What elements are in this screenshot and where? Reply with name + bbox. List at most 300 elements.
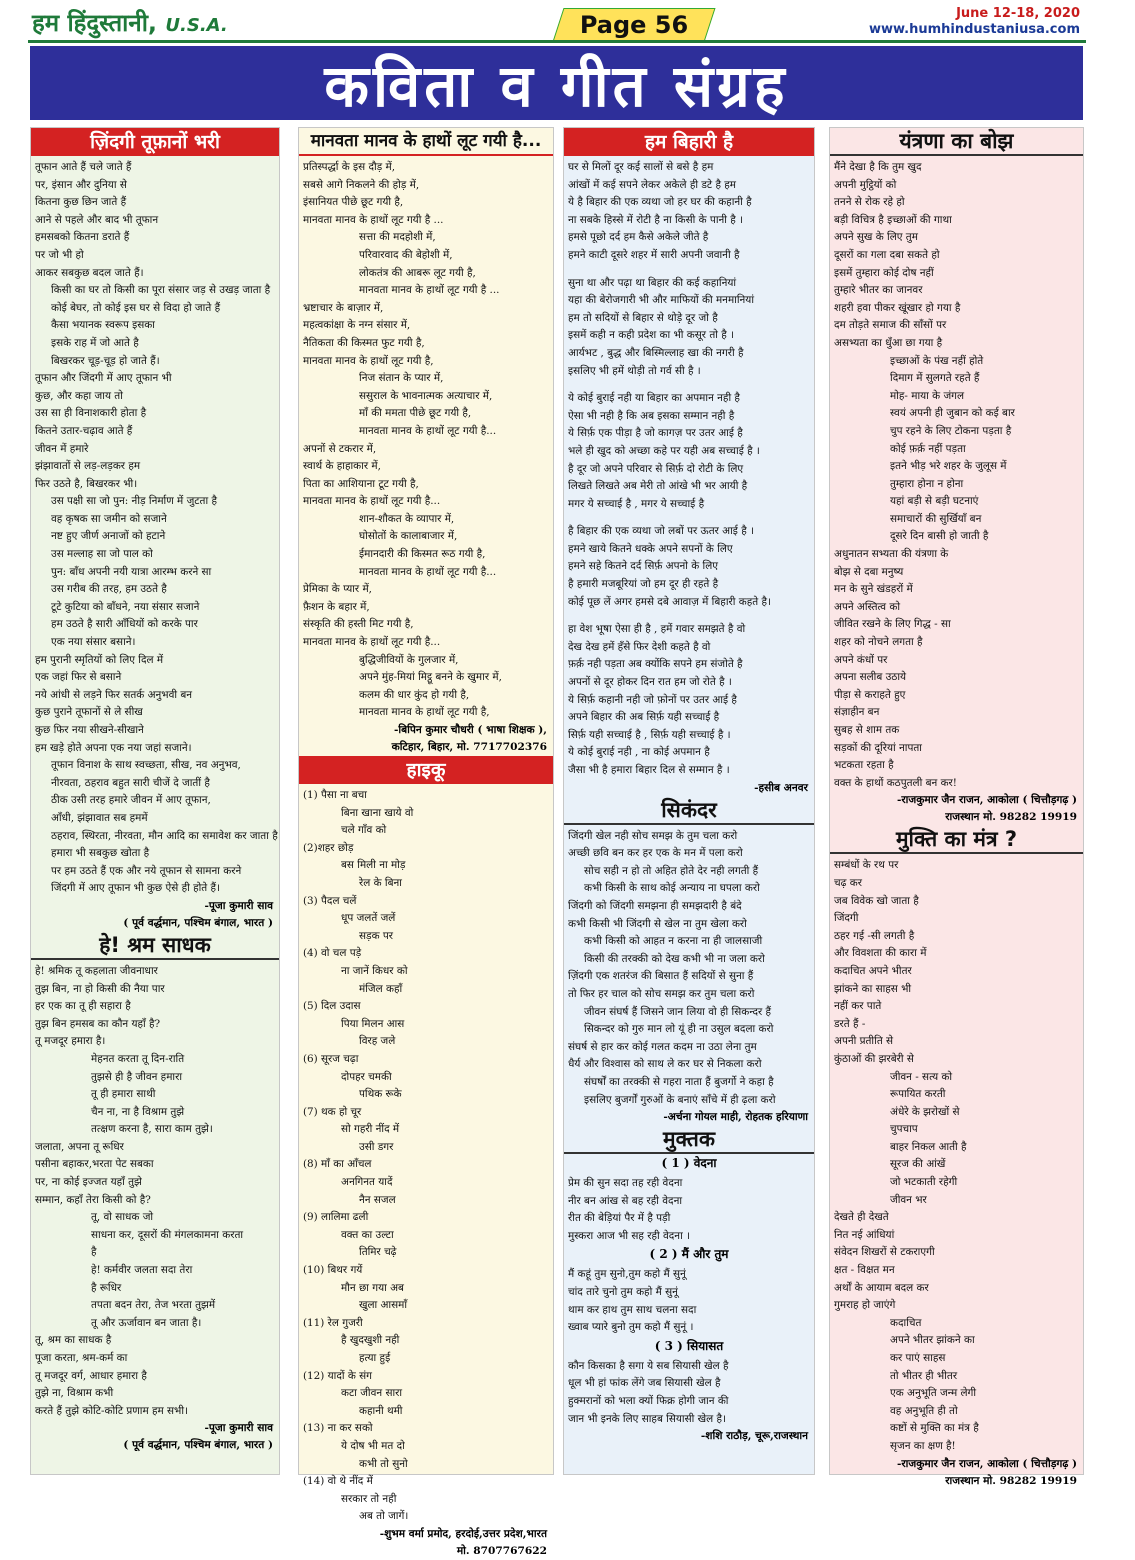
poem-line: अनगिनत यादें (341, 1176, 393, 1189)
poem-line: (12) यादों के संग (303, 1369, 373, 1382)
poem-line: पिया मिलन आस (341, 1017, 405, 1030)
poem-line: सत्ता की मदहोशी में, (359, 231, 436, 244)
poem-line: चुप रहने के लिए टोकना पड़ता है (890, 424, 1012, 437)
poem-line: किसी की तरक्की को देख कभी भी ना जला करो (584, 952, 765, 965)
poem-line: ख्वाब प्यारे बुनो तुम कहो मैं सुनूं । (568, 1321, 694, 1334)
poem-line: मन के सुने खंडहरों में (834, 583, 913, 596)
poem-line: जीवित रखने के लिए गिद्ध - सा (834, 618, 951, 631)
poem-line: पर, ना कोई इज्जत यहाँ तुझे (35, 1176, 142, 1189)
poem-line: सरकार तो नही (341, 1492, 397, 1505)
column-1 (30, 127, 280, 1475)
poem-line: समाचारों की सुर्खियाँ बन (890, 512, 982, 525)
poem-author: -शुभम वर्मा प्रमोद, हरदोई,उत्तर प्रदेश,भारत (379, 1527, 547, 1540)
poem-line: सम्मान, कहाँ तेरा किसी को है? (35, 1193, 151, 1206)
poem-line: धूप जलतें जलें (341, 912, 396, 925)
poem-place: ( पूर्व वर्द्धमान, पश्चिम बंगाल, भारत ) (123, 1439, 273, 1452)
poem-line: मंजिल कहाँ (359, 982, 403, 995)
banner-title: कविता व गीत संग्रह (324, 51, 789, 120)
poem-line: फ़ैशन के बहार में, (303, 600, 370, 613)
poem-line: सड़क पर (359, 929, 394, 942)
muktak-body (564, 1355, 814, 1428)
poem-line: सूरज की आंखें (890, 1158, 946, 1171)
poem-author: -अर्चना गोयल माही, रोहतक हरियाणा (663, 1111, 808, 1124)
poem-line: तुम्हारे भीतर का जानवर (834, 284, 923, 297)
poem-line: (8) माँ का आँचल (303, 1158, 372, 1171)
poem-title: सिकंदर (564, 797, 814, 825)
poem-title: मुक्तक (564, 1126, 814, 1154)
poem-line: अपने मुंह-मियां मिट्ठू बनने के खुमार में, (359, 671, 502, 684)
poem-line: तू मजदूर हमारा है। (35, 1035, 106, 1048)
poem-line: टूटे कुटिया को बाँधने, नया संसार सजाने (51, 600, 200, 613)
poem-line: कितना कुछ छिन जाते हैं (35, 196, 127, 209)
poem-line: आने से पहले और बाद भी तूफान (35, 213, 159, 226)
poem-line: तपता बदन तेरा, तेज भरता तुझमें (91, 1299, 216, 1312)
poem-line: हे! श्रमिक तू कहलाता जीवनाधार (35, 964, 158, 977)
poem-line: दूसरे दिन बासी हो जाती है (890, 530, 989, 543)
poem-line: तूफान आते हैं चले जाते हैं (35, 161, 132, 173)
muktak-body (564, 1263, 814, 1336)
poem-line: कलम की धार कुंद हो गयी है, (359, 688, 470, 701)
poem-line: अधुनातन सभ्यता की यंत्रणा के (834, 548, 949, 561)
poem-line: इतने भीड़ भरे शहर के जुलूस में (890, 460, 1007, 473)
poem-line: शहर को नोचने लगता है (834, 636, 923, 649)
page-number: Page 56 (579, 11, 689, 39)
poem-line: है हमारी मजबूरियां जो हम दूर ही रहते है (568, 578, 719, 591)
poem-line: संघर्षों का तरक्की से गहरा नाता हैं बुजर्गो ने कहा है (584, 1075, 774, 1088)
poem-title: मुक्ति का मंत्र ? (830, 826, 1083, 854)
poem-line: कभी किसी के साथ कोई अन्याय ना घपला करो (584, 882, 760, 895)
poem-line: भले ही खुद को अच्छा कहे पर यही अब सच्चाई है । (568, 444, 760, 457)
poem-line: आकर सबकुछ बदल जाते हैं। (35, 266, 144, 279)
poem-body (31, 156, 279, 898)
poem-author: -राजकुमार जैन राजन, आकोला ( चित्तौड़गढ़ ) (896, 794, 1077, 807)
poem-line: हमसे पूछो दर्द हम कैसे अकेले जीते है (568, 231, 709, 244)
poem-body (31, 960, 279, 1420)
muktak-subtitle: ( 3 ) सियासत (654, 1338, 724, 1353)
poem-line: हम पुरानी स्मृतियों को लिए दिल में (35, 653, 164, 666)
poem-line: मानवता मानव के हाथों लूट गयी है... (303, 495, 441, 508)
poem-line: सुना था और पढ़ा था बिहार की कई कहानियां (568, 276, 737, 289)
poem-line (568, 380, 810, 390)
poem-line: संस्कृति की हस्ती मिट गयी है, (303, 618, 414, 631)
poem-line: चांद तारे चुनो तुम कहो मैं सुनूं (568, 1286, 678, 1299)
poem-line: (14) वो थे नींद में (303, 1475, 373, 1488)
poem-line: करते हैं तुझे कोटि-कोटि प्रणाम हम सभी। (35, 1404, 188, 1417)
poem-line: भ्रष्टाचार के बाज़ार में, (303, 301, 384, 314)
poem-title: ज़िंदगी तूफ़ानों भरी (31, 128, 279, 156)
poem-place: मो. 8707767622 (456, 1544, 547, 1557)
poem-line: कुछ, और कहा जाय तो (35, 389, 123, 402)
haiku-list (299, 784, 553, 1526)
poem-line: जीवन - सत्य को (890, 1070, 953, 1083)
poem-body (564, 156, 814, 780)
poem-line: हमने काटी दूसरे शहर में सारी अपनी जवानी है (568, 248, 740, 261)
poem-line: पथिक रूके (359, 1088, 402, 1101)
poem-author: -पूजा कुमारी साव (204, 899, 273, 912)
poem-line: सबसे आगे निकलने की होड़ में, (303, 178, 420, 191)
masthead (28, 6, 1086, 40)
poem-line: फ़र्क़ नही पड़ता अब क्योंकि सपने हम संजोते है (568, 658, 743, 671)
poem-line: रेल के बिना (359, 876, 402, 889)
poem-line: बिना खाना खाये वो (341, 806, 414, 819)
poem-line: (9) लालिमा ढली (303, 1211, 369, 1224)
poem-line: उस मल्लाह सा जो पाल को (51, 548, 153, 561)
poem-line: है रूधिर (91, 1281, 122, 1294)
poem-line: हम खड़े होते अपना एक नया जहां सजाने। (35, 741, 192, 754)
poem-line: ठहराव, स्थिरता, नीरवता, मौन आदि का समावेश कर जाता है (51, 829, 278, 842)
poem-line: जलाता, अपना तू रूधिर (35, 1140, 124, 1153)
poem-line: हुक्मरानों को भला क्यों फिक्र होगी जान की (568, 1395, 729, 1408)
poem-line: नैतिकता की किस्मत फुट गयी है, (303, 336, 425, 349)
poem-line: दोपहर चमकी (341, 1070, 392, 1083)
poem-line: (1) पैसा ना बचा (303, 789, 367, 801)
column-4 (829, 127, 1084, 1487)
poem-line: हे! कर्मवीर जलता सदा तेरा (91, 1264, 193, 1277)
poem-line: (10) बिथर गयें (303, 1264, 363, 1277)
poem-line: मानवता मानव के हाथों लूट गयी है... (359, 424, 497, 437)
poem-place: कटिहार, बिहार, मो. 7717702376 (391, 741, 547, 753)
poem-line: नष्ट हुए जीर्ण अनाजों को हटाने (51, 530, 166, 543)
poem-place: ( पूर्व वर्द्धमान, पश्चिम बंगाल, भारत ) (123, 916, 273, 929)
poem-line: अपनों से दूर होकर दिन रात हम जो रोते है । (568, 676, 732, 689)
poem-line: कदाचित अपने भीतर (834, 964, 912, 977)
poem-line: (5) दिल उदास (303, 1000, 361, 1013)
poem-line: तू मजदूर वर्ग, आधार हमारा है (35, 1369, 147, 1382)
poem-line: जीवन में हमारे (35, 442, 89, 455)
poem-line: अपनी प्रतीति से (834, 1035, 894, 1048)
poem-line: तुझसे ही है जीवन हमारा (91, 1070, 183, 1083)
poem-line: ये सिर्फ़ कहानी नही जो फ़ोनों पर उतर आई है (568, 693, 737, 706)
poem-line: नित नई आंधियां (834, 1228, 895, 1241)
poem-line: किसी का घर तो किसी का पूरा संसार जड़ से उखड़ जाता है (51, 284, 271, 297)
poem-line: प्रेमिका के प्यार में, (303, 583, 372, 596)
page-number-badge (552, 8, 715, 42)
poem-line: एक नया संसार बसाने। (51, 636, 136, 649)
poem-line: हर एक का तू ही सहारा है (35, 1000, 131, 1013)
poem-line: हमसबको कितना डराते हैं (35, 231, 130, 244)
poem-line: यहा की बेरोजगारी भी और माफियों की मनमानियां (568, 294, 755, 307)
poem-line: चुपचाप (890, 1123, 918, 1136)
poem-line: अर्थों के आयाम बदल कर (834, 1281, 929, 1294)
poem-line: धैर्य और विश्वास को साथ ले कर घर से निकला करो (568, 1058, 762, 1071)
poem-line: चढ़ कर (834, 876, 862, 889)
poem-line: पूजा करता, श्रम-कर्म का (35, 1352, 128, 1364)
poem-line: सो गहरी नींद में (341, 1123, 400, 1136)
poem-line: तो फिर हर चाल को सोच समझ कर तुम चला करो (568, 987, 755, 1000)
poem-line: उसी डगर (359, 1140, 394, 1153)
poem-line: ना जानें किधर को (341, 964, 408, 977)
poem-line: बिखरकर चूड़-चूड़ हो जाते हैं। (51, 354, 160, 367)
poem-line: साधना कर, दूसरों की मंगलकामना करता (91, 1228, 244, 1241)
poem-line: आंखों में कई सपने लेकर अकेले ही डटे है हम (568, 178, 737, 191)
poem-line: मैंने देखा है कि तुम खुद (834, 161, 922, 173)
poem-line: जिंदगी को जिंदगी समझना ही समझदारी है बंदे (568, 899, 742, 912)
poem-line: अपना सलीब उठाये (834, 671, 907, 684)
poem-line: मानवता मानव के हाथों लूट गयी है ... (359, 284, 500, 297)
poem-line: (7) थक हो चूर (303, 1105, 362, 1118)
poem-line: ठहर गई -सी लगती है (834, 929, 915, 942)
poem-line: संवेदन शिखरों से टकराएगी (834, 1246, 935, 1259)
poem-line: तुम्हारा होना न होना (890, 477, 964, 490)
poem-line: देख देख हमें हँसे फिर देशी कहते है वो (568, 640, 711, 653)
poem-line: इसमें कही न कही प्रदेश का भी कसूर तो है । (568, 329, 734, 342)
poem-line: पर हम उठते हैं एक और नये तूफान से सामना करने (51, 864, 242, 877)
poem-line: बड़ी विचित्र है इच्छाओं की गाथा (834, 213, 952, 226)
poem-line: मेहनत करता तू दिन-राति (91, 1052, 185, 1065)
poem-line: नहीं कर पाते (834, 1000, 882, 1013)
poem-line: अपने कंधों पर (834, 653, 888, 666)
poem-line: प्रतिस्पर्द्धा के इस दौड़ में, (303, 161, 396, 173)
muktak-body (564, 1172, 814, 1245)
poem-line: बस मिली ना मोड़ (341, 859, 406, 872)
poem-line: सिर्फ़ यही सच्चाई है , सिर्फ़ यही सच्चाई है । (568, 728, 731, 741)
poem-line: तूफान और जिंदगी में आए तूफान भी (35, 372, 172, 385)
poem-line: हत्या हुई (359, 1352, 391, 1364)
poem-line: इंसानियत पीछे छूट गयी है, (303, 196, 404, 209)
poem-line (568, 611, 810, 621)
poem-line: जीवन संघर्ष हैं जिसने जान लिया वो ही सिकन्दर हैं (584, 1005, 772, 1018)
poem-line: है (91, 1246, 97, 1259)
poem-line: संघर्ष से हार कर कोई गलत कदम ना उठा लेना तुम (568, 1040, 757, 1053)
poem-line: कोई पूछ लें अगर हमसे दबे आवाज़ में बिहारी कहते है। (568, 595, 771, 608)
poem-line: हमने खाये कितने धक्के अपने सपनों के लिए (568, 542, 733, 555)
poem-line: इसमें तुम्हारा कोई दोष नहीं (834, 266, 934, 279)
poem-line: सृजन का क्षण है! (890, 1439, 956, 1452)
poem-line: कभी किसी को आहत न करना ना ही जालसाजी (584, 935, 763, 948)
poem-body (299, 156, 553, 722)
website-link[interactable]: www.humhindustaniusa.com (868, 22, 1080, 37)
logo-suffix: U.S.A. (165, 15, 228, 36)
poem-line: दम तोड़ते समाज की साँसों पर (834, 319, 947, 332)
poem-line: फिर उठते है, बिखरकर भी। (35, 477, 138, 490)
poem-place: राजस्थान मो. 98282 19919 (945, 1474, 1077, 1487)
poem-line: इसलिए बुजर्गों गुरुओं के बनाएं साँचे में ही ढ़ला करो (584, 1093, 776, 1106)
poem-line: ये कोई बुराई नही या बिहार का अपमान नही है (568, 392, 740, 405)
poem-line: झंझावातों से लड़-लड़कर हम (35, 460, 141, 473)
poem-line: कष्टों से मुक्ति का मंत्र है (890, 1422, 979, 1435)
column-3 (563, 127, 815, 1475)
poem-line: बाहर निकल आती है (890, 1140, 967, 1153)
poem-line: हमने सहे कितने दर्द सिर्फ़ अपनो के लिए (568, 560, 719, 573)
poem-line: कदाचित (890, 1316, 922, 1329)
poem-line: वह अनुभूति ही तो (890, 1404, 958, 1417)
poem-line: पिता का आशियाना टूट गयी है, (303, 477, 419, 490)
poem-line: तिमिर चढ़े (359, 1246, 397, 1259)
poem-line: (13) ना कर सको (303, 1422, 373, 1435)
poem-line: सुबह से शाम तक (834, 724, 900, 736)
poem-line: कभी तो सुनो (359, 1457, 408, 1470)
poem-line: नये आंधी से लड़ने फिर सतर्क अनुभवी बन (35, 688, 193, 701)
poem-line: पुन: बाँध अपनी नयी यात्रा आरम्भ करने सा (51, 565, 212, 578)
poem-line: हम तो सदियों से बिहार से थोड़े दूर जो है (568, 311, 718, 324)
poem-place: राजस्थान मो. 98282 19919 (945, 811, 1077, 824)
poem-line: है दूर जो अपने परिवार से सिर्फ़ दो रोटी के लिए (568, 462, 744, 475)
poem-line: हा वेश भूषा ऐसा ही है , हमें गवार समझते है वो (568, 623, 746, 636)
poem-line: (11) रेल गुजरी (303, 1316, 363, 1329)
newspaper-logo[interactable] (32, 6, 228, 39)
poem-line: उस गरीब की तरह, हम उठते है (51, 583, 167, 596)
poem-line: खुला आसमाँ (359, 1299, 408, 1312)
poem-line: मगर ये सच्चाई है , मगर ये सच्चाई है (568, 497, 705, 510)
poem-line: (2)शहर छोड़ (303, 841, 354, 854)
poem-line: ना सबके हिस्से में रोटी है ना किसी के पानी है । (568, 213, 744, 226)
poem-line: भटकता रहता है (834, 759, 894, 772)
poem-line: हमारा भी सबकुछ खोता है (51, 847, 150, 860)
poem-line: ज़िंदगी एक शतरंज की बिसात हैं सदियों से सुना हैं (568, 970, 754, 983)
poem-line: पर जो भी हो (35, 248, 84, 261)
poem-line: विरह जले (359, 1035, 396, 1048)
poem-line: कभी किसी भी जिंदगी से खेल ना तुम खेला करो (568, 917, 747, 930)
section-banner (30, 46, 1083, 120)
poem-line: वक्त का उल्टा (341, 1228, 394, 1241)
poem-line: कोई बेघर, तो कोई इस घर से विदा हो जाते हैं (51, 301, 221, 314)
poem-line: वक्त के हाथों कठपुतली बन कर! (834, 776, 957, 789)
poem-line: रीत की बेड़ियां पैर में है पड़ी (568, 1212, 671, 1225)
poem-line: जैसा भी है हमारा बिहार दिल से सम्मान है । (568, 764, 730, 776)
poem-line: उस पक्षी सा जो पुन: नीड़ निर्माण में जुटता है (51, 495, 217, 508)
poem-line: तुझे ना, विश्राम कभी (35, 1387, 114, 1400)
poem-line: इसलिए भी हमें थोड़ी तो गर्व सी है । (568, 364, 701, 377)
poem-body (830, 854, 1083, 1455)
poem-line: मानवता मानव के हाथों लूट गयी है... (303, 636, 441, 649)
poem-line: कुछ पुराने तूफानों से ले सीख (35, 706, 143, 719)
poem-title: हे! श्रम साधक (31, 932, 279, 960)
poem-author: -शशि राठौड़, चूरू,राजस्थान (700, 1430, 808, 1443)
poem-line: (4) वो चल पड़े (303, 947, 362, 960)
poem-line: अच्छी छवि बन कर हर एक के मन में पला करो (568, 847, 743, 860)
poem-line: थाम कर हाथ तुम साथ चलना सदा (568, 1303, 697, 1316)
poem-line: कैसा भयानक स्वरूप इसका (51, 319, 155, 332)
poem-line: ईमानदारी की किस्मत रूठ गयी है, (359, 548, 486, 561)
poem-line: कहानी थमी (359, 1404, 403, 1417)
poem-line: पर, इंसान और दुनिया से (35, 178, 127, 191)
poem-line: तो भीतर ही भीतर (890, 1369, 958, 1382)
poem-line: मैं कहूं तुम सुनो,तुम कहो मैं सुनूं (568, 1268, 686, 1281)
column-2 (298, 127, 554, 1557)
poem-line: सिकन्दर को गुरु मान लो यूं ही ना उसुल बदला करो (584, 1023, 774, 1036)
poem-line: देखते ही देखते (834, 1211, 889, 1224)
poem-line: पसीना बहाकर,भरता पेट सबका (35, 1158, 154, 1171)
poem-line: कितने उतार-चढ़ाव आते हैं (35, 424, 133, 437)
poem-line: बुद्धिजीवियों के गुलजार में, (359, 653, 459, 666)
poem-line: अपने सुख के लिए तुम (834, 231, 918, 244)
poem-line: गुमराह हो जाएंगे (834, 1299, 896, 1312)
poem-line: मानवता मानव के हाथों लूट गयी है, (303, 354, 434, 367)
poem-line: अब तो जागें। (359, 1510, 409, 1523)
poem-line: है खुदखुशी नही (341, 1334, 400, 1347)
poem-line: मुस्करा आज भी सह रही वेदना । (568, 1229, 691, 1242)
poem-title: यंत्रणा का बोझ (830, 128, 1083, 156)
poem-line: जान भी इनके लिए साहब सियासी खेल है। (568, 1412, 726, 1425)
poem-line: वह कृषक सा जमीन को सजाने (51, 512, 167, 525)
poem-line: आँधी, झंझावात सब हममें (51, 811, 148, 824)
poem-line: जिंदगी (834, 912, 859, 925)
poem-line: क्षत - विक्षत मन (834, 1264, 895, 1277)
poem-line (568, 513, 810, 523)
poem-line: नीरवता, ठहराव बहुत सारी चीजें दे जातीं है (51, 776, 210, 789)
poem-line: ये दोष भी मत दो (341, 1439, 405, 1452)
poem-line: तत्क्षण करना है, सारा काम तुझे। (91, 1123, 213, 1136)
poem-line: ये है बिहार की एक व्यथा जो हर घर की कहानी है (568, 196, 752, 209)
poem-line: घोसोतों के कालाबाजार में, (359, 530, 458, 543)
poem-line: सोच सही न हो तो अहित होते देर नही लगती हैं (584, 864, 759, 877)
poem-line: शान-शौकत के व्यापार में, (359, 512, 455, 525)
poem-line: अपनों से टकरार में, (303, 442, 377, 455)
logo-text: हम हिंदुस्तानी, (32, 9, 158, 37)
poem-line: जो भटकाती रहेगी (890, 1176, 958, 1189)
poem-line: अपनी मुट्ठियों को (834, 178, 897, 191)
poem-title: मानवता मानव के हाथों लूट गयी है... (299, 128, 553, 156)
poem-line: मानवता मानव के हाथों लूट गयी है, (359, 706, 490, 719)
poem-body (564, 825, 814, 1110)
poem-line: ये कोई बुराई नही , ना कोई अपमान है (568, 746, 710, 759)
poem-title: हाइकू (299, 756, 553, 784)
poem-line: है बिहार की एक व्यथा जो लबों पर ऊतर आई है । (568, 525, 754, 538)
poem-line: इच्छाओं के पंख नहीं होते (890, 354, 984, 367)
poem-line: तू, श्रम का साधक है (35, 1334, 112, 1347)
poem-line: जब विवेक खो जाता है (834, 894, 919, 907)
poem-line: माँ की ममता पीछे छूट गयी है, (359, 407, 472, 420)
poem-line: झांकने का साहस भी (834, 982, 912, 995)
poem-author: -बिपिन कुमार चौधरी ( भाषा शिक्षक ), (393, 724, 547, 736)
poem-line: दूसरों का गला दबा सकते हो (834, 248, 940, 261)
muktak-subtitle: ( 2 ) मैं और तुम (649, 1247, 729, 1262)
poem-line: तू ही हमारा साथी (91, 1088, 156, 1101)
poem-line: निज संतान के प्यार में, (359, 372, 444, 385)
poem-line: ये सिर्फ़ एक पीड़ा है जो कागज़ पर उतर आई है (568, 427, 743, 440)
poem-line: प्रेम की सुन सदा तह रही वेदना (568, 1177, 683, 1190)
poem-line: आर्यभट , बुद्ध और बिस्मिल्लाह खा की नगरी है (568, 346, 744, 359)
poem-line: (3) पैदल चलें (303, 894, 357, 907)
poem-line: तुझ बिन, ना हो किसी की नैया पार (35, 982, 165, 995)
poem-line: घर से मिलों दूर कई सालों से बसे है हम (568, 161, 714, 173)
poem-line: उस सा ही विनाशकारी होता है (35, 407, 147, 420)
poem-line: और विवशता की कारा में (834, 947, 927, 960)
muktak-subtitle: ( 1 ) वेदना (661, 1156, 717, 1171)
poem-line: कुछ फिर नया सीखने-सीखाने (35, 724, 144, 736)
poem-author: -हसीब अनवर (754, 781, 808, 794)
poem-line: इसके राह में जो आते है (51, 336, 139, 349)
poem-author: -राजकुमार जैन राजन, आकोला ( चित्तौड़गढ़ ) (896, 1457, 1077, 1470)
poem-line: धूल भी हां फांक लेंगे जब सियासी खेल है (568, 1377, 721, 1390)
poem-line: महत्वकांक्षा के नग्न संसार में, (303, 319, 411, 332)
poem-line: ससुराल के भावनात्मक अत्याचार में, (359, 389, 493, 402)
poem-line: मानवता मानव के हाथों लूट गयी है ... (303, 213, 444, 226)
poem-line: जिंदगी खेल नही सोच समझ के तुम चला करो (568, 829, 738, 842)
poem-line: संज्ञाहीन बन (834, 706, 880, 719)
poem-line: चैन ना, ना है विश्राम तुझे (91, 1105, 185, 1118)
poem-line: डरते हैं - (834, 1017, 866, 1030)
poem-line: कौन किसका है सगा ये सब सियासी खेल है (568, 1359, 729, 1372)
poem-line: एक जहां फिर से बसाने (35, 671, 122, 684)
poem-line: तू और ऊर्जावान बन जाता है। (91, 1316, 202, 1329)
poem-line: तू, वो साधक जो (91, 1211, 154, 1224)
poem-line: कटा जीवन सारा (341, 1387, 403, 1400)
issue-date: June 12-18, 2020 (956, 6, 1080, 21)
poem-line: स्वार्थ के हाहाकार में, (303, 460, 381, 473)
poem-line: अपने बिहार की अब सिर्फ़ यही सच्चाई है (568, 711, 720, 724)
poem-line: पीड़ा से कराहते हुए (834, 688, 906, 701)
poem-line: हम उठते है सारी आँधियों को करके पार (51, 618, 198, 631)
poem-line: (6) सूरज चढ़ा (303, 1052, 359, 1065)
poem-line: अपने भीतर झांकने का (890, 1334, 975, 1347)
poem-line: तुझ बिन हमसब का कौन यहाँ है? (35, 1017, 161, 1030)
poem-line: मानवता मानव के हाथों लूट गयी है... (359, 565, 497, 578)
poem-author: -पूजा कुमारी साव (204, 1422, 273, 1435)
poem-line: शहरी हवा पीकर खूंखार हो गया है (834, 301, 961, 314)
poem-line: ऐसा भी नही है कि अब इसका सम्मान नही है (568, 409, 735, 422)
poem-line: मौन छा गया अब (341, 1281, 404, 1294)
